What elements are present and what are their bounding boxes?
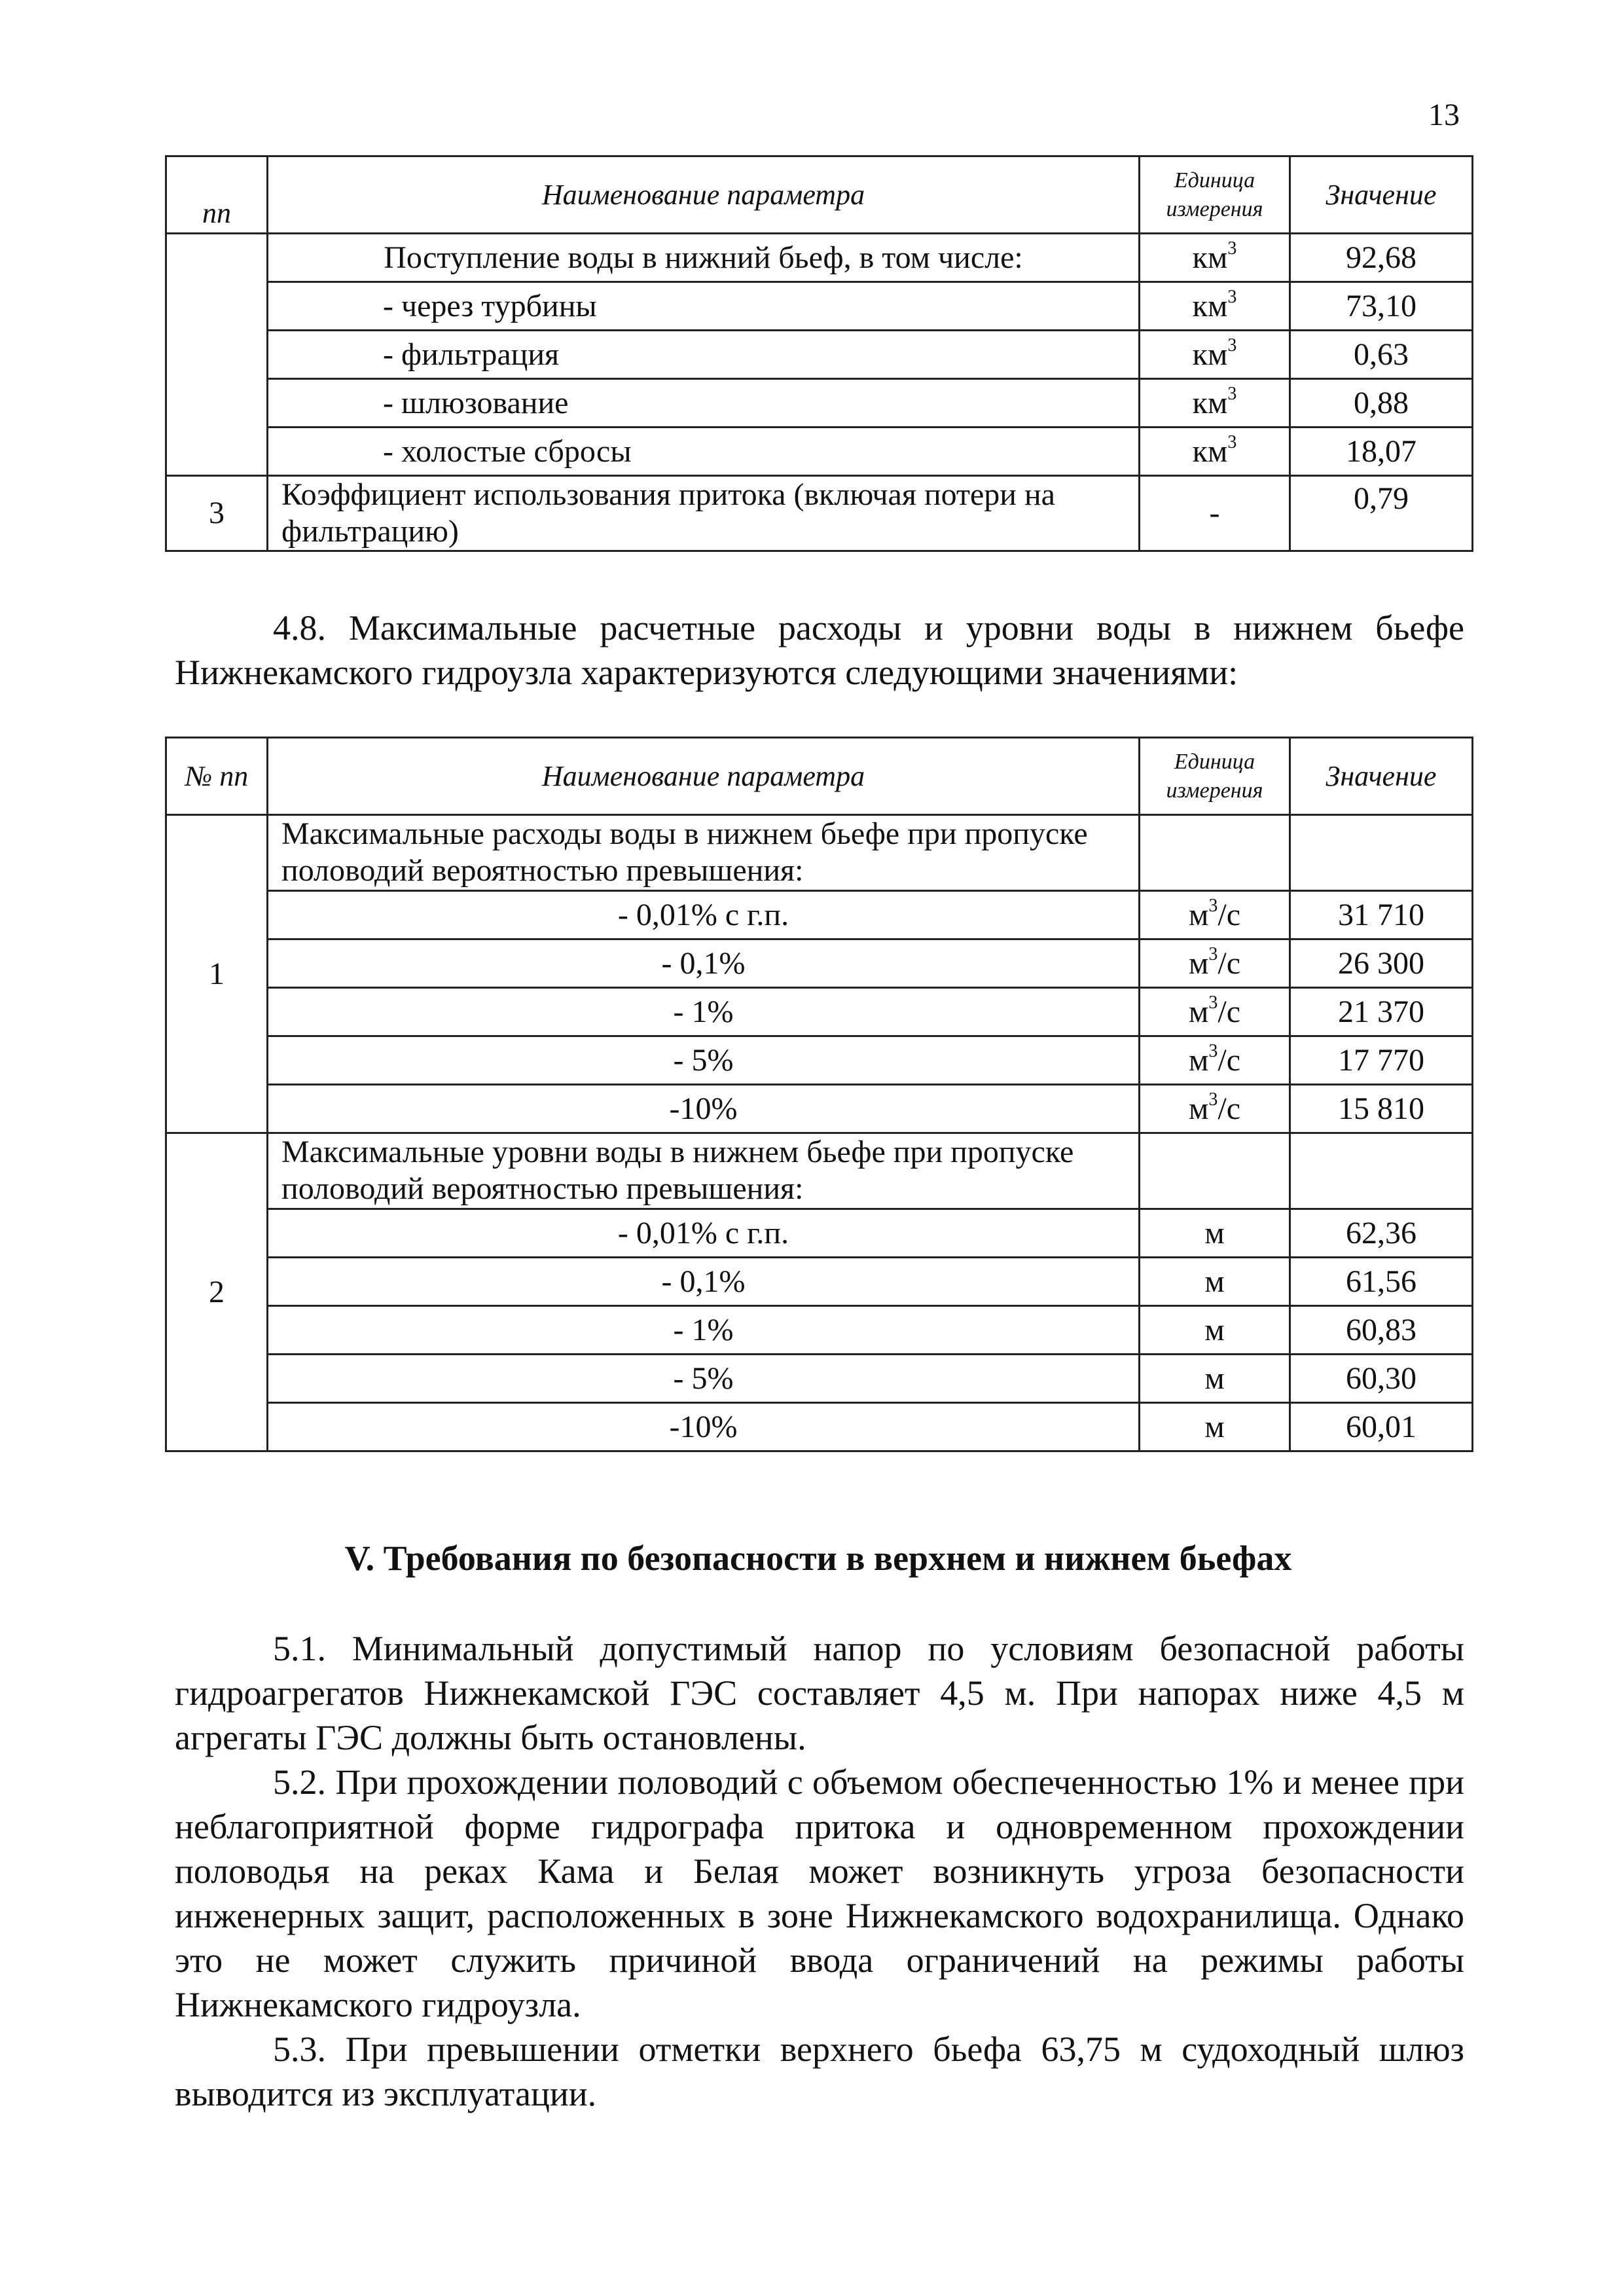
header-unit: Единица измерения (1140, 738, 1290, 815)
section-heading: V. Требования по безопасности в верхнем и нижнем бьефах (344, 1539, 1292, 1578)
row-name: - 0,1% (268, 939, 1140, 988)
table-group-row (166, 1133, 1473, 1209)
empty-cell (1140, 815, 1290, 891)
row-unit: $м^3/с$ (1140, 1085, 1290, 1133)
row-name: - 1% (268, 1306, 1140, 1355)
row-value: 0,88 (1290, 379, 1473, 428)
row-value: 21 370 (1290, 988, 1473, 1036)
row-value: 0,79 (1290, 476, 1473, 551)
table-row (166, 331, 1473, 379)
row-name: - шлюзование (268, 379, 1140, 428)
row-name: - через турбины (268, 282, 1140, 331)
row-name: - 0,01% с г.п. (268, 1209, 1140, 1258)
group-number: 1 (166, 815, 268, 1133)
header-name: Наименование параметра (268, 738, 1140, 815)
paragraph-5-2: 5.2. При прохождении половодий с объемом обеспеченностью 1% и менее при неблагоприятной форме гидрографа притока и одновременном прохождении половодья на реках Кама и Белая может возникнуть угроза безопасности инженерных защит, расположенных в зоне Нижнекамского водохранилища. Однако это не может служить причиной ввода ограничений на режимы работы Нижнекамского гидроузла. (175, 1762, 1464, 2024)
empty-cell (1140, 1133, 1290, 1209)
empty-cell (1290, 815, 1473, 891)
table-row (166, 282, 1473, 331)
table-row (166, 234, 1473, 282)
table-max-flows-levels (165, 737, 1473, 1452)
row-unit: $км^3$ (1140, 331, 1290, 379)
row-value: 18,07 (1290, 428, 1473, 476)
row-value: 26 300 (1290, 939, 1473, 988)
table-row (166, 476, 1473, 551)
row-name: - фильтрация (268, 331, 1140, 379)
page-number: 13 (1428, 98, 1460, 132)
row-name: - 5% (268, 1355, 1140, 1403)
row-value: 15 810 (1290, 1085, 1473, 1133)
header-name: Наименование параметра (268, 156, 1140, 234)
row-value: 17 770 (1290, 1036, 1473, 1085)
row-name: - 0,01% с г.п. (268, 891, 1140, 939)
row-name: -10% (268, 1403, 1140, 1451)
row-unit: $км^3$ (1140, 234, 1290, 282)
table-row (166, 428, 1473, 476)
table-row (166, 988, 1473, 1036)
group-title: Максимальные уровни воды в нижнем бьефе при пропуске половодий вероятностью превышения: (268, 1133, 1140, 1209)
table-header-row (166, 156, 1473, 234)
table-header-row (166, 738, 1473, 815)
row-value: 31 710 (1290, 891, 1473, 939)
row-unit: $км^3$ (1140, 428, 1290, 476)
row-value: 61,56 (1290, 1258, 1473, 1306)
table-row (166, 1036, 1473, 1085)
row-unit: м (1140, 1209, 1290, 1258)
row-unit: $м^3/с$ (1140, 1036, 1290, 1085)
row-unit: м (1140, 1403, 1290, 1451)
row-name: - 1% (268, 988, 1140, 1036)
row-unit: $км^3$ (1140, 282, 1290, 331)
row-unit: м (1140, 1306, 1290, 1355)
row-name: -10% (268, 1085, 1140, 1133)
paragraph-4-8: 4.8. Максимальные расчетные расходы и уровни воды в нижнем бьефе Нижнекамского гидроузла характеризуются следующими значениями: (175, 608, 1464, 692)
row-name: - холостые сбросы (268, 428, 1140, 476)
row-name: Поступление воды в нижний бьеф, в том числе: (268, 234, 1140, 282)
header-value: Значение (1290, 156, 1473, 234)
row-unit: $м^3/с$ (1140, 939, 1290, 988)
row-number: 3 (166, 476, 268, 551)
table-row (166, 1209, 1473, 1258)
row-value: 73,10 (1290, 282, 1473, 331)
table-row (166, 1085, 1473, 1133)
row-unit: $м^3/с$ (1140, 988, 1290, 1036)
table-group-row (166, 815, 1473, 891)
row-unit: $м^3/с$ (1140, 891, 1290, 939)
header-num: пп (166, 156, 268, 234)
row-name: - 0,1% (268, 1258, 1140, 1306)
row-value: 92,68 (1290, 234, 1473, 282)
row-name: Коэффициент использования притока (включая потери на фильтрацию) (268, 476, 1140, 551)
table-row (166, 1258, 1473, 1306)
empty-cell (1290, 1133, 1473, 1209)
table-row (166, 891, 1473, 939)
row-unit: $км^3$ (1140, 379, 1290, 428)
row-value: 0,63 (1290, 331, 1473, 379)
row-unit: м (1140, 1258, 1290, 1306)
row-value: 60,83 (1290, 1306, 1473, 1355)
table-row (166, 939, 1473, 988)
paragraph-5-1: 5.1. Минимальный допустимый напор по условиям безопасной работы гидроагрегатов Нижнекамской ГЭС составляет 4,5 м. При напорах ниже 4,5 м агрегаты ГЭС должны быть остановлены. (175, 1629, 1464, 1757)
header-unit: Единица измерения (1140, 156, 1290, 234)
table-row (166, 379, 1473, 428)
table-inflow (165, 155, 1473, 552)
group-number: 2 (166, 1133, 268, 1451)
row-value: 60,01 (1290, 1403, 1473, 1451)
header-value: Значение (1290, 738, 1473, 815)
row-number-cell (166, 234, 268, 476)
table-row (166, 1306, 1473, 1355)
row-unit: - (1140, 476, 1290, 551)
row-value: 62,36 (1290, 1209, 1473, 1258)
group-title: Максимальные расходы воды в нижнем бьефе при пропуске половодий вероятностью превышения: (268, 815, 1140, 891)
table-row (166, 1403, 1473, 1451)
row-value: 60,30 (1290, 1355, 1473, 1403)
paragraph-5-3: 5.3. При превышении отметки верхнего бьефа 63,75 м судоходный шлюз выводится из эксплуатации. (175, 2030, 1464, 2113)
row-name: - 5% (268, 1036, 1140, 1085)
table-row (166, 1355, 1473, 1403)
row-unit: м (1140, 1355, 1290, 1403)
header-num: № пп (166, 738, 268, 815)
